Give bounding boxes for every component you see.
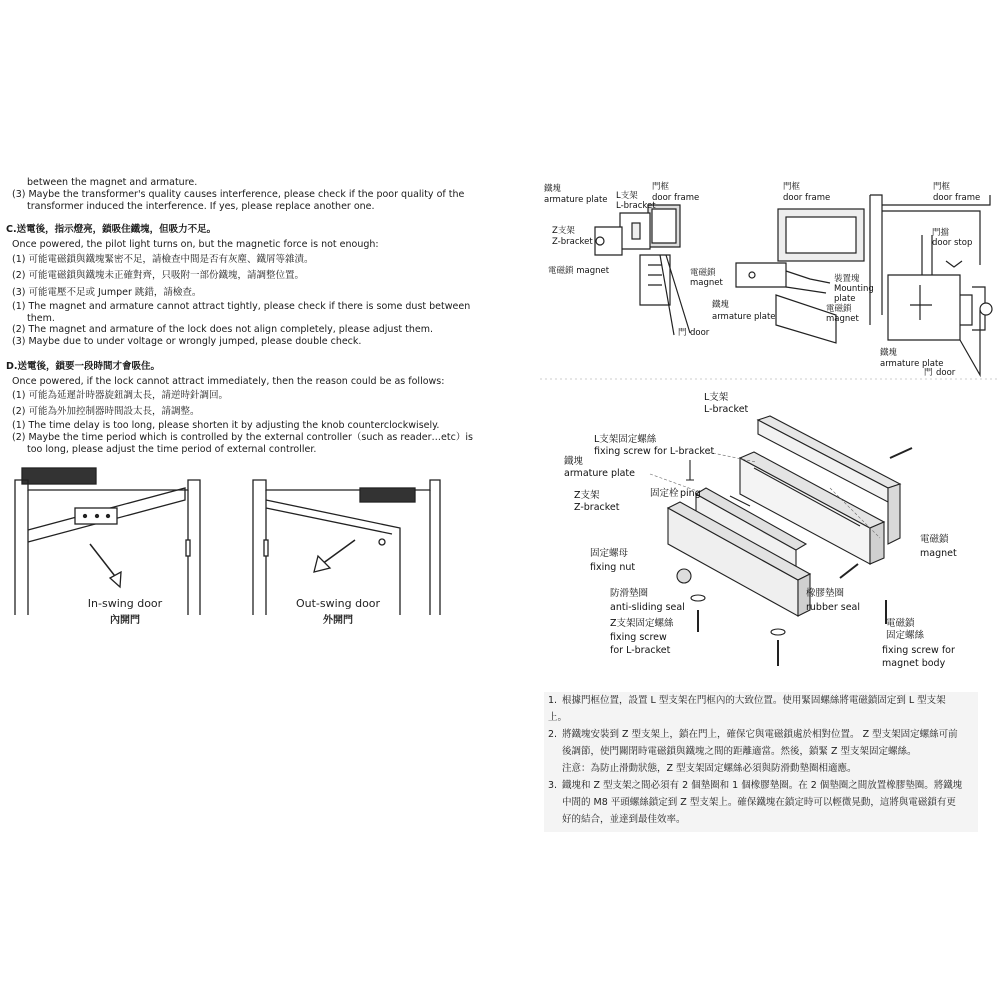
label-magnet-zh-3: 電磁鎖: [826, 304, 852, 314]
step-1-number: 1.: [548, 695, 558, 706]
label-mounting-en-2: plate: [834, 294, 856, 304]
label-armature-zh: 鐵塊: [544, 184, 562, 194]
step-2-line-c: 注意：為防止滑動狀態，Z 型支架固定螺絲必須與防滑動墊圈相適應。: [562, 763, 857, 774]
part-zscrew-zh: Z支架固定螺絲: [610, 618, 674, 629]
step-3-line-b: 中間的 M8 平頭螺絲鎖定到 Z 型支架上。確保鐵塊在鎖定時可以輕微晃動，這將與電磁鎖有更: [562, 797, 956, 808]
section-c-zh-3: (3) 可能電壓不足或 Jumper 跳錯，請檢查。: [12, 287, 202, 298]
item-3-line-b: transformer induced the interference. If yes, please replace another one.: [27, 201, 375, 212]
label-doorframe-en: door frame: [652, 193, 700, 203]
step-1: [544, 692, 978, 709]
inswing-door-diagram: [15, 468, 200, 615]
label-doorstop-zh: 門擋: [932, 228, 950, 238]
installation-steps: [544, 692, 978, 832]
installation-diagram: [540, 175, 1000, 385]
outswing-label-en: Out-swing door: [295, 597, 381, 610]
part-rubber-en: rubber seal: [806, 602, 861, 613]
label-magnet-1: 電磁鎖 magnet: [548, 266, 610, 276]
label-armature-en: armature plate: [544, 195, 608, 205]
part-mscrew-en-2: magnet body: [882, 658, 946, 669]
label-zbracket-zh: Z支架: [552, 226, 575, 236]
label-lbracket-zh: L支架: [616, 191, 638, 201]
section-d-en-2a: (2) Maybe the time period which is controlled by the external controller（such as reader…etc）is: [12, 432, 473, 443]
step-2-line-a: 將鐵塊安裝到 Z 型支架上，鎖在門上，確保它與電磁鎖處於相對位置。 Z 型支架固定螺絲可前: [562, 729, 958, 740]
section-c-en-1a: (1) The magnet and armature cannot attract tightly, please check if there is some dust between: [12, 301, 471, 312]
label-door-en-1: door: [690, 328, 710, 338]
section-d-zh-1: (1) 可能為延遲計時器旋鈕調太長，請逆時針調回。: [12, 390, 228, 401]
step-3: [544, 777, 978, 828]
section-d-en-2b: too long, please adjust the time period of external controller.: [27, 444, 317, 455]
step-2-line-b: 後調節，使門關閉時電磁鎖與鐵塊之間的距離適當。然後，鎖緊 Z 型支架固定螺絲。: [562, 746, 917, 757]
part-armature-zh: 鐵塊: [564, 456, 584, 467]
step-1-line-a: 根據門框位置，設置 L 型支架在門框內的大致位置。使用緊固螺絲將電磁鎖固定到 L 型支架: [562, 695, 946, 706]
label-door-zh-3: 門: [924, 368, 933, 378]
section-d-zh-2: (2) 可能為外加控制器時間設太長，請調整。: [12, 406, 200, 417]
section-c-en-2: (2) The magnet and armature of the lock does not align completely, please adjust them.: [12, 324, 434, 335]
part-seal-zh: 防滑墊圈: [610, 588, 649, 599]
section-d-intro: Once powered, if the lock cannot attract immediately, then the reason could be as follows:: [12, 376, 445, 387]
part-zscrew-en-2: for L-bracket: [610, 645, 671, 656]
part-magnet-zh: 電磁鎖: [920, 534, 949, 545]
part-lbracket-zh: L支架: [704, 392, 729, 403]
part-zscrew-en-1: fixing screw: [610, 632, 667, 643]
item-3-line-a: (3) Maybe the transformer's quality causes interference, please check if the poor quality of the: [12, 189, 465, 200]
label-door-zh-1: 門: [678, 328, 687, 338]
part-lscrew-zh: L支架固定螺絲: [594, 434, 657, 445]
part-lbracket-en: L-bracket: [704, 404, 749, 415]
section-d-en-1: (1) The time delay is too long, please shorten it by adjusting the knob counterclockwisely.: [12, 420, 440, 431]
inswing-label-zh: 內開門: [110, 615, 140, 626]
part-mscrew-zh-1: 電磁鎖: [886, 618, 915, 629]
label-door-en-3: door: [936, 368, 956, 378]
section-d-heading: D.送電後，鎖要一段時間才會吸住。: [6, 361, 160, 372]
label-doorframe-zh-2: 門框: [783, 182, 801, 192]
door-swing-diagrams: [0, 460, 460, 630]
label-doorstop-en: door stop: [932, 238, 973, 248]
step-3-line-c: 好的結合，並達到最佳效率。: [562, 814, 686, 825]
label-doorframe-zh-3: 門框: [933, 182, 951, 192]
part-mscrew-zh-2: 固定螺絲: [886, 630, 925, 641]
part-magnet-en: magnet: [920, 548, 957, 559]
part-nut-en: fixing nut: [590, 562, 636, 573]
part-seal-en: anti-sliding seal: [610, 602, 685, 613]
label-armature-zh-3: 鐵塊: [880, 348, 898, 358]
section-c-intro: Once powered, the pilot light turns on, but the magnetic force is not enough:: [12, 239, 379, 250]
label-doorframe-zh: 門框: [652, 182, 670, 192]
label-mounting-en-1: Mounting: [834, 284, 874, 294]
part-lscrew-en: fixing screw for L-bracket: [594, 446, 715, 457]
step-2-number: 2.: [548, 729, 558, 740]
outswing-label-zh: 外開門: [323, 615, 353, 626]
label-lbracket-en: L-bracket: [616, 201, 656, 211]
label-doorframe-en-2: door frame: [783, 193, 831, 203]
outswing-door-diagram: [253, 480, 440, 615]
part-nut-zh: 固定螺母: [590, 548, 629, 559]
line-continuation: between the magnet and armature.: [27, 177, 198, 188]
part-rubber-zh: 橡膠墊圈: [806, 588, 845, 599]
part-zbracket-en: Z-bracket: [574, 502, 620, 513]
part-fixpin-en: ping: [680, 488, 701, 499]
part-fixpin-zh: 固定栓: [650, 488, 679, 499]
part-zbracket-zh: Z支架: [574, 490, 600, 501]
step-3-line-a: 鐵塊和 Z 型支架之間必須有 2 個墊圈和 1 個橡膠墊圈。在 2 個墊圈之間放置橡膠墊圈。將鐵塊: [562, 780, 963, 791]
label-armature-en-2: armature plate: [712, 312, 776, 322]
label-armature-en-3: armature plate: [880, 359, 944, 369]
inswing-label-en: In-swing door: [87, 597, 163, 610]
section-c-zh-2: (2) 可能電磁鎖與鐵塊未正確對齊，只吸附一部份鐵塊，請調整位置。: [12, 270, 304, 281]
section-c-en-3: (3) Maybe due to under voltage or wrongly jumped, please double check.: [12, 336, 362, 347]
parts-exploded-diagram: [540, 388, 1000, 678]
section-c-heading: C.送電後，指示燈亮，鎖吸住鐵塊，但吸力不足。: [6, 224, 217, 235]
section-c-zh-1: (1) 可能電磁鎖與鐵塊緊密不足，請檢查中間是否有灰塵、鐵屑等雜漬。: [12, 254, 314, 265]
label-zbracket-en: Z-bracket: [552, 237, 593, 247]
label-magnet-zh-2: 電磁鎖: [690, 268, 716, 278]
step-3-number: 3.: [548, 780, 558, 791]
part-mscrew-en-1: fixing screw for: [882, 645, 955, 656]
step-2: [544, 726, 978, 777]
label-mounting-zh: 裝置塊: [834, 274, 860, 284]
label-magnet-en-3: magnet: [826, 314, 859, 324]
step-1-line-b: 上。: [548, 712, 568, 723]
part-armature-en: armature plate: [564, 468, 636, 479]
label-armature-zh-2: 鐵塊: [712, 300, 730, 310]
label-doorframe-en-3: door frame: [933, 193, 981, 203]
label-magnet-en-2: magnet: [690, 278, 723, 288]
section-c-en-1b: them.: [27, 313, 55, 324]
